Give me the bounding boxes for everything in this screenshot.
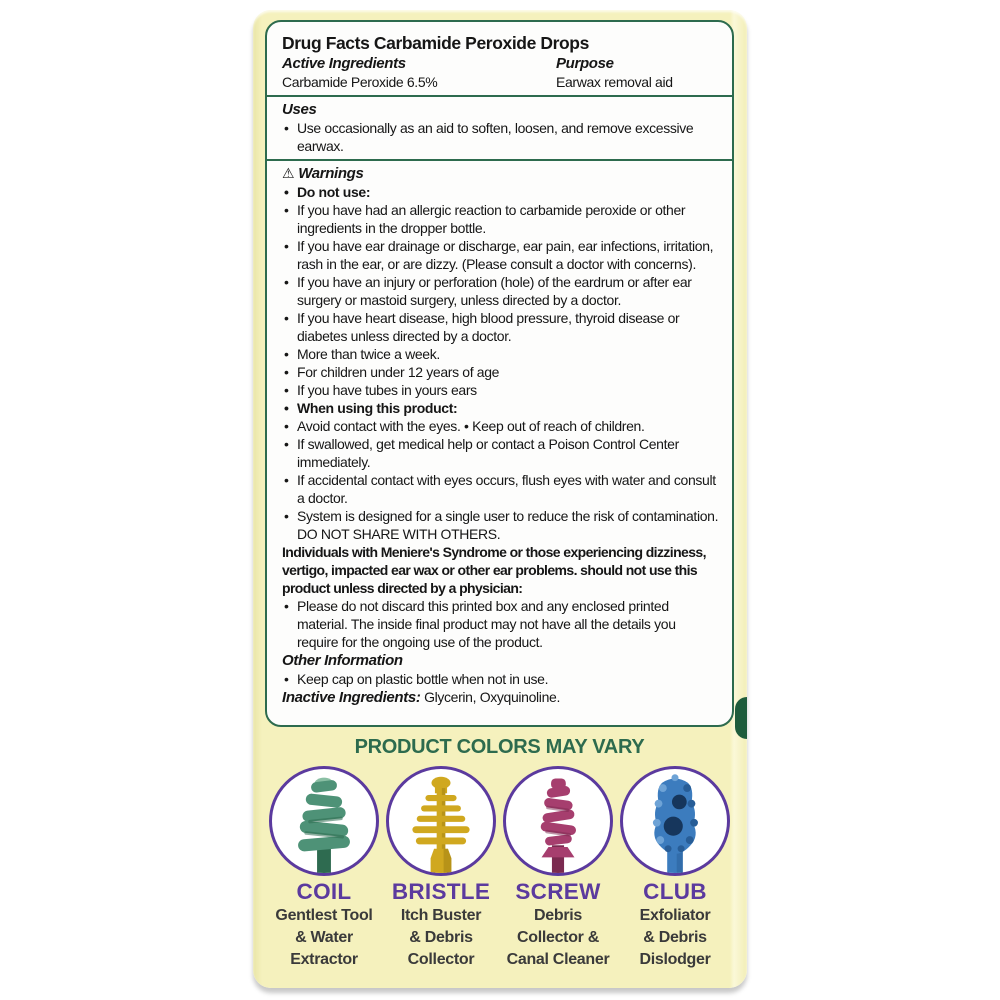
coil-tip-name: COIL	[296, 879, 352, 904]
inactive-ingredients-row	[282, 688, 719, 707]
box-edge-green-mark	[735, 697, 747, 739]
uses-list	[282, 119, 719, 155]
purpose-value: Earwax removal aid	[556, 74, 673, 90]
warning-item: • If you have an injury or perforation (hole) of the eardrum or after ear surgery or mastoid surgery, unless directed by a doctor.	[282, 273, 719, 309]
screw-tip-description: Debris Collector & Canal Cleaner	[506, 907, 610, 968]
uses-item: • Use occasionally as an aid to soften, loosen, and remove excessive earwax.	[282, 119, 719, 155]
active-ingredients-value: Carbamide Peroxide 6.5%	[282, 74, 438, 90]
bristle-tip-description: Itch Buster & Debris Collector	[400, 907, 482, 968]
bristle-tip-icon	[389, 769, 493, 873]
tip-club	[618, 766, 732, 971]
warning-item: • If you have heart disease, high blood pressure, thyroid disease or diabetes unless directed by a doctor.	[282, 309, 719, 345]
other-information-heading: Other Information	[282, 652, 403, 669]
bristle-tip-name: BRISTLE	[391, 879, 491, 904]
warnings-note: Individuals with Meniere's Syndrome or those experiencing dizziness, vertigo, impacted ear wax or other ear problems. should not use this product unless directed by a physician:	[282, 544, 706, 596]
warning-triangle-icon: ⚠	[282, 165, 295, 181]
section-divider	[267, 159, 732, 161]
warning-item: • If you have tubes in yours ears	[282, 381, 719, 399]
product-colors-heading: PRODUCT COLORS MAY VARY	[354, 736, 645, 758]
warning-item: • Avoid contact with the eyes. • Keep out of reach of children.	[282, 417, 719, 435]
active-ingredients-label: Active Ingredients	[282, 55, 406, 72]
club-tip-circle	[620, 766, 730, 876]
coil-tip-description: Gentlest Tool & Water Extractor	[275, 907, 373, 968]
warning-item: • If accidental contact with eyes occurs, flush eyes with water and consult a doctor.	[282, 471, 719, 507]
inactive-ingredients-label: Inactive Ingredients:	[282, 689, 421, 706]
screw-tip-name: SCREW	[515, 879, 601, 904]
drug-facts-title: Drug Facts Carbamide Peroxide Drops	[282, 33, 589, 53]
purpose-column	[556, 54, 719, 91]
warning-item: • If swallowed, get medical help or contact a Poison Control Center immediately.	[282, 435, 719, 471]
drug-facts-panel	[265, 20, 734, 727]
coil-tip-icon	[272, 769, 376, 873]
other-information-item: • Keep cap on plastic bottle when not in use.	[282, 670, 719, 688]
club-tip-name: CLUB	[643, 879, 707, 904]
coil-tip-circle	[269, 766, 379, 876]
other-information-list	[282, 670, 719, 688]
tip-coil	[267, 766, 381, 971]
uses-heading: Uses	[282, 101, 317, 118]
tip-screw	[501, 766, 615, 971]
product-box-back-panel	[253, 10, 747, 988]
warnings-note-item: • Please do not discard this printed box and any enclosed printed material. The inside final product may not have all the details you require for the ongoing use of the product.	[282, 597, 719, 651]
inactive-ingredients-value: Glycerin, Oxyquinoline.	[424, 689, 560, 705]
club-tip-icon	[623, 769, 727, 873]
warnings-heading-label: Warnings	[298, 165, 364, 182]
warnings-heading	[282, 164, 719, 183]
active-ingredients-column	[282, 54, 556, 91]
bristle-tip-circle	[386, 766, 496, 876]
warning-item: • System is designed for a single user to reduce the risk of contamination. DO NOT SHARE WITH OTHERS.	[282, 507, 719, 543]
section-divider	[267, 95, 732, 97]
active-ingredient-purpose-row	[282, 54, 719, 91]
warning-item: • For children under 12 years of age	[282, 363, 719, 381]
warning-item: • Do not use:	[282, 183, 719, 201]
purpose-label: Purpose	[556, 55, 614, 72]
screw-tip-icon	[506, 769, 610, 873]
warning-item: • When using this product:	[282, 399, 719, 417]
warning-item: • More than twice a week.	[282, 345, 719, 363]
tip-bristle	[384, 766, 498, 971]
product-colors-section	[265, 727, 734, 971]
warnings-note-list	[282, 597, 719, 651]
warning-item: • If you have ear drainage or discharge, ear pain, ear infections, irritation, rash in the ear, or are dizzy. (Please consult a doctor with concerns).	[282, 237, 719, 273]
screw-tip-circle	[503, 766, 613, 876]
club-tip-description: Exfoliator & Debris Dislodger	[639, 907, 711, 968]
warnings-list	[282, 183, 719, 543]
warning-item: • If you have had an allergic reaction to carbamide peroxide or other ingredients in the dropper bottle.	[282, 201, 719, 237]
tips-row	[265, 759, 734, 971]
